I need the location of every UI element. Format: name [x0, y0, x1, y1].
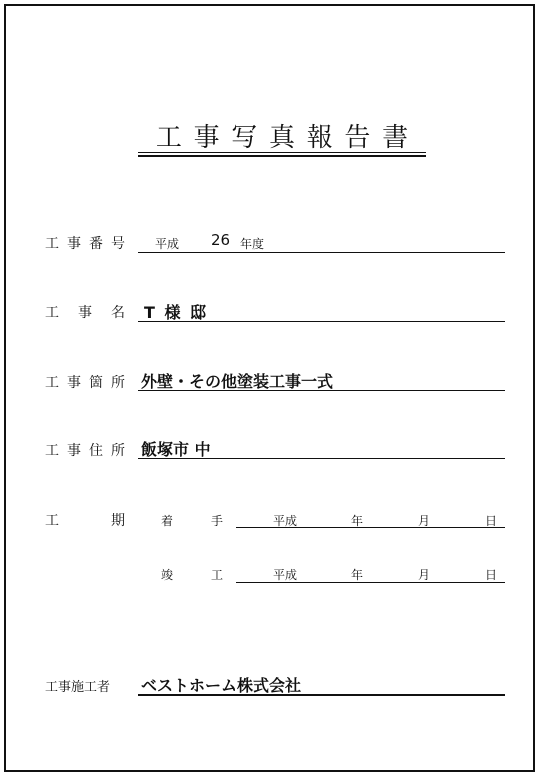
number-year: 26: [211, 231, 231, 249]
contractor-name: ベストホーム株式会社: [141, 676, 302, 695]
start-year-unit: 年: [351, 514, 364, 528]
label-construction-location: 工 事 箇 所: [45, 375, 125, 391]
end-day-unit: 日: [485, 568, 498, 582]
number-era: 平成: [155, 237, 180, 251]
number-underline: [138, 252, 505, 253]
construction-location: 外壁・その他塗装工事一式: [141, 372, 334, 391]
document-title-block: [138, 120, 426, 156]
label-period-start: 着 手: [161, 514, 223, 528]
label-construction-name: 工 事 名: [45, 305, 125, 321]
end-era: 平成: [273, 568, 298, 582]
start-era: 平成: [273, 514, 298, 528]
label-construction-number: 工 事 番 号: [45, 236, 125, 252]
location-underline: [138, 390, 505, 391]
label-period-end: 竣 工: [161, 568, 223, 582]
construction-name: T 様 邸: [144, 303, 209, 322]
construction-address: 飯塚市 中: [141, 440, 211, 459]
end-date-underline: [236, 582, 505, 583]
start-month-unit: 月: [418, 514, 431, 528]
label-contractor: 工事施工者: [45, 680, 111, 695]
label-construction-period: 工 期: [45, 513, 125, 529]
name-underline: [138, 321, 505, 322]
label-construction-address: 工 事 住 所: [45, 443, 125, 459]
start-date-underline: [236, 527, 505, 528]
title-underline: [138, 152, 426, 153]
address-underline: [138, 458, 505, 459]
number-suffix: 年度: [240, 237, 265, 251]
end-year-unit: 年: [351, 568, 364, 582]
document-title: 工事写真報告書: [155, 123, 420, 153]
start-day-unit: 日: [485, 514, 498, 528]
end-month-unit: 月: [418, 568, 431, 582]
title-underline-thick: [138, 155, 426, 157]
contractor-underline: [138, 694, 505, 696]
